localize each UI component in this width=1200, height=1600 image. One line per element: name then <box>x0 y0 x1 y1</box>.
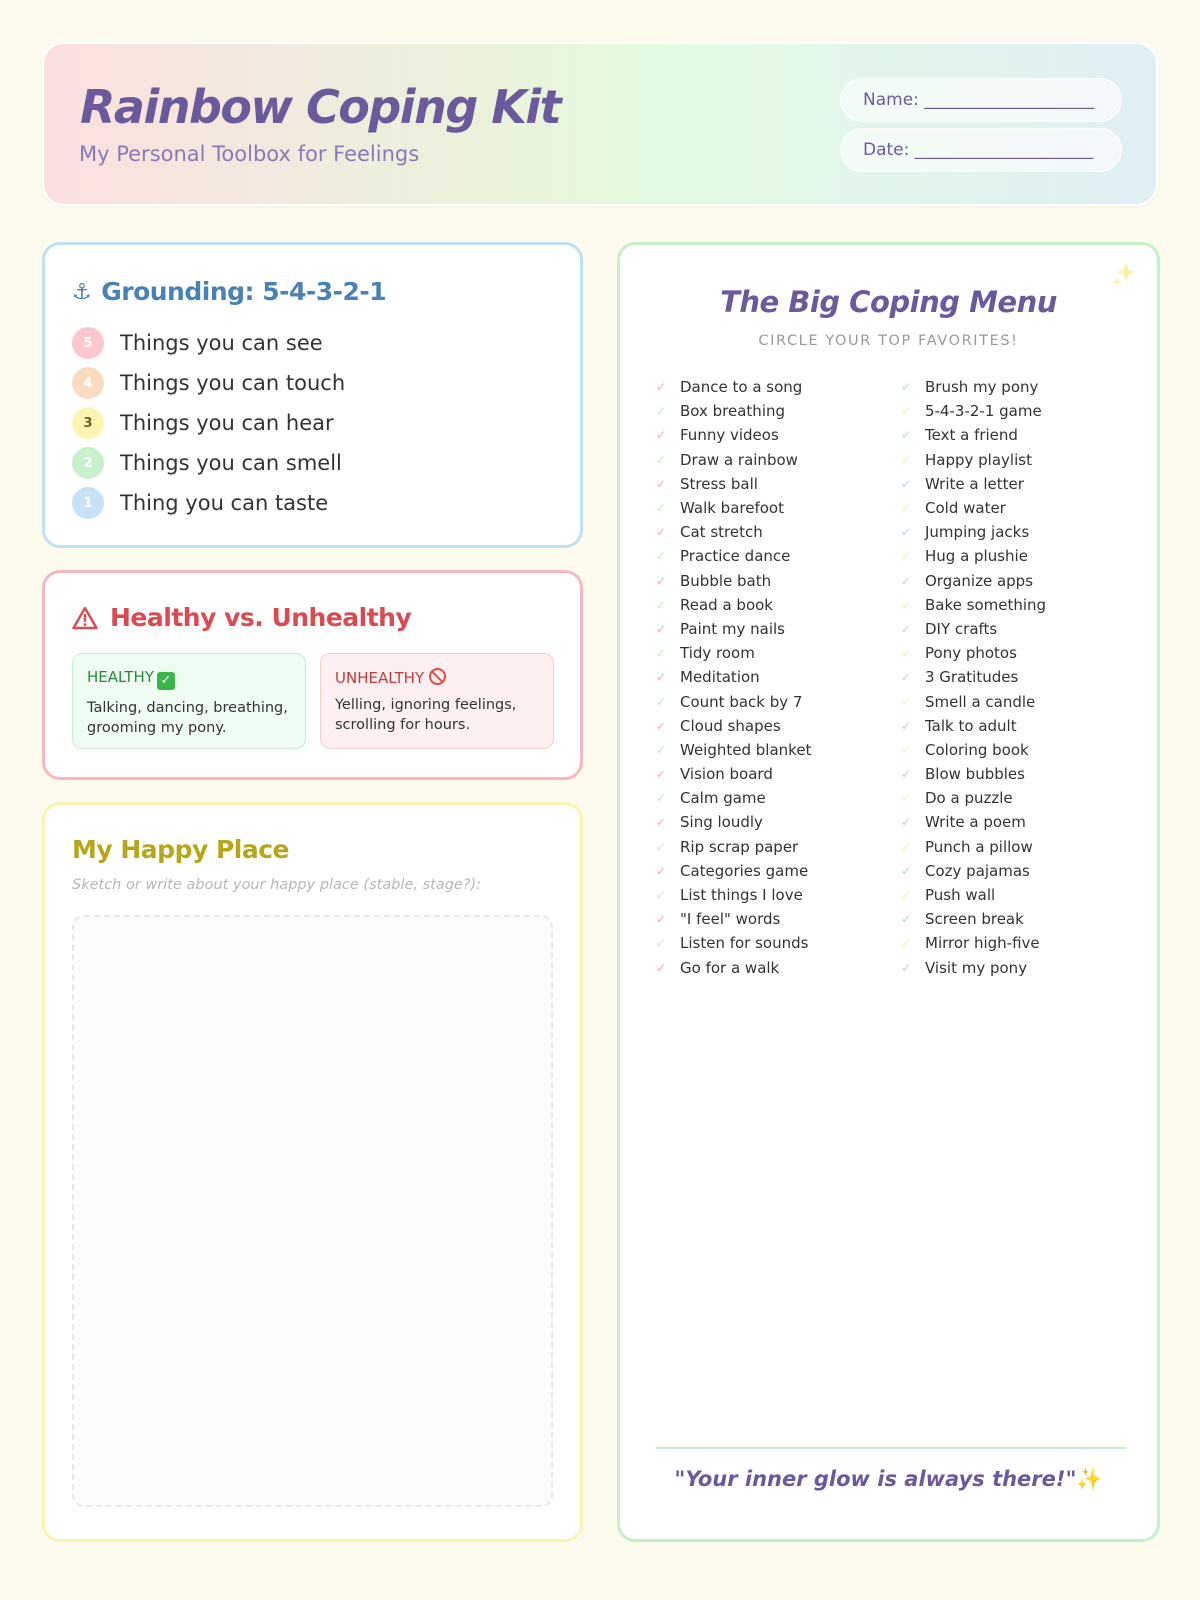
menu-item-label: Listen for sounds <box>680 934 809 953</box>
healthy-text: Talking, dancing, breathing, grooming my pony. <box>87 700 288 736</box>
menu-item[interactable] <box>901 423 1146 447</box>
menu-item[interactable] <box>656 786 901 810</box>
checkmark-icon: ✓ <box>656 380 667 395</box>
menu-item-label: Practice dance <box>680 547 791 566</box>
checkmark-icon: ✓ <box>656 452 667 467</box>
menu-item-label: Talk to adult <box>925 716 1017 735</box>
checkmark-icon: ✓ <box>656 597 667 612</box>
menu-item[interactable] <box>656 593 901 617</box>
grounding-title <box>72 277 386 306</box>
menu-item[interactable] <box>901 593 1146 617</box>
happy-place-card <box>42 802 583 1542</box>
checkmark-icon: ✓ <box>656 888 667 903</box>
menu-item-label: Calm game <box>680 789 766 808</box>
menu-item[interactable] <box>656 448 901 472</box>
date-field[interactable]: Date: _____________________ <box>840 128 1122 172</box>
menu-item[interactable] <box>901 689 1146 713</box>
menu-item[interactable] <box>901 520 1146 544</box>
prohibited-icon <box>429 668 446 685</box>
menu-item[interactable] <box>901 544 1146 568</box>
happy-place-drawing-area[interactable] <box>72 915 553 1507</box>
menu-item[interactable] <box>656 544 901 568</box>
checkmark-icon: ✓ <box>901 452 912 467</box>
step-label: Things you can touch <box>120 371 346 395</box>
menu-item[interactable] <box>901 399 1146 423</box>
menu-item[interactable] <box>656 569 901 593</box>
check-icon: ✓ <box>157 672 175 690</box>
checkmark-icon: ✓ <box>901 476 912 491</box>
menu-item-label: Categories game <box>680 861 809 880</box>
menu-item[interactable] <box>656 496 901 520</box>
step-badge: 3 <box>72 407 104 439</box>
unhealthy-text: Yelling, ignoring feelings, scrolling for hours. <box>335 697 517 733</box>
step-label: Thing you can taste <box>120 491 329 515</box>
menu-title: The Big Coping Menu <box>720 285 1057 319</box>
menu-item-label: Write a poem <box>925 813 1026 832</box>
menu-item-label: Hug a plushie <box>925 547 1028 566</box>
menu-item-label: Punch a pillow <box>925 837 1033 856</box>
checkmark-icon: ✓ <box>901 815 912 830</box>
menu-item[interactable] <box>656 956 901 980</box>
menu-item-label: Dance to a song <box>680 378 803 397</box>
menu-item-label: Cat stretch <box>680 523 763 542</box>
step-label: Things you can smell <box>120 451 342 475</box>
menu-item-label: Sing loudly <box>680 813 763 832</box>
menu-item[interactable] <box>901 835 1146 859</box>
grounding-list <box>72 323 345 523</box>
header-banner <box>42 42 1158 206</box>
happy-place-title: My Happy Place <box>72 835 289 864</box>
checkmark-icon: ✓ <box>656 694 667 709</box>
menu-item-label: Paint my nails <box>680 619 785 638</box>
checkmark-icon: ✓ <box>901 621 912 636</box>
menu-item-label: Text a friend <box>925 426 1018 445</box>
menu-item-label: 5-4-3-2-1 game <box>925 402 1042 421</box>
menu-item-label: Mirror high-five <box>925 934 1040 953</box>
menu-item-label: Cold water <box>925 499 1006 518</box>
checkmark-icon: ✓ <box>656 621 667 636</box>
menu-item[interactable] <box>656 762 901 786</box>
menu-item[interactable] <box>656 423 901 447</box>
checkmark-icon: ✓ <box>656 718 667 733</box>
menu-item[interactable] <box>901 859 1146 883</box>
menu-item-label: Tidy room <box>680 644 755 663</box>
checkmark-icon: ✓ <box>656 912 667 927</box>
checkmark-icon: ✓ <box>656 573 667 588</box>
checkmark-icon: ✓ <box>656 549 667 564</box>
menu-item-label: List things I love <box>680 886 803 905</box>
checkmark-icon: ✓ <box>901 863 912 878</box>
menu-item[interactable] <box>901 472 1146 496</box>
menu-item-label: Funny videos <box>680 426 779 445</box>
menu-item-label: Walk barefoot <box>680 499 784 518</box>
menu-item[interactable] <box>656 665 901 689</box>
healthy-label <box>87 668 291 690</box>
checkmark-icon: ✓ <box>656 670 667 685</box>
menu-item[interactable] <box>901 496 1146 520</box>
menu-item-label: Cozy pajamas <box>925 861 1030 880</box>
step-label: Things you can hear <box>120 411 334 435</box>
list-item <box>72 443 345 483</box>
checkmark-icon: ✓ <box>656 863 667 878</box>
checkmark-icon: ✓ <box>901 646 912 661</box>
menu-item-label: Jumping jacks <box>925 523 1030 542</box>
menu-item-label: Coloring book <box>925 740 1029 759</box>
menu-item[interactable] <box>901 738 1146 762</box>
checkmark-icon: ✓ <box>901 694 912 709</box>
step-badge: 1 <box>72 487 104 519</box>
menu-item-label: Happy playlist <box>925 450 1032 469</box>
menu-item[interactable] <box>656 859 901 883</box>
menu-item-label: Stress ball <box>680 474 758 493</box>
checkmark-icon: ✓ <box>901 960 912 975</box>
checkmark-icon: ✓ <box>901 525 912 540</box>
menu-item[interactable] <box>901 641 1146 665</box>
menu-item-label: Write a letter <box>925 474 1024 493</box>
menu-item[interactable] <box>901 883 1146 907</box>
menu-item-label: Vision board <box>680 765 773 784</box>
menu-item[interactable] <box>901 931 1146 955</box>
checkmark-icon: ✓ <box>656 525 667 540</box>
menu-item[interactable] <box>656 810 901 834</box>
menu-item-label: Push wall <box>925 886 996 905</box>
healthy-box <box>72 653 306 749</box>
warning-icon <box>72 606 98 630</box>
menu-item[interactable] <box>901 617 1146 641</box>
list-item <box>72 483 345 523</box>
health-card <box>42 570 583 780</box>
step-label: Things you can see <box>120 331 323 355</box>
divider <box>656 1447 1126 1449</box>
quote-text: "Your inner glow is always there!" <box>674 1467 1077 1491</box>
menu-item-label: Box breathing <box>680 402 786 421</box>
happy-place-hint: Sketch or write about your happy place (stable, stage?): <box>72 877 482 893</box>
menu-item[interactable] <box>656 738 901 762</box>
menu-item[interactable] <box>901 375 1146 399</box>
step-badge: 2 <box>72 447 104 479</box>
menu-item-label: Weighted blanket <box>680 740 812 759</box>
list-item <box>72 323 345 363</box>
menu-item-label: Visit my pony <box>925 958 1028 977</box>
menu-item-label: Bubble bath <box>680 571 772 590</box>
checkmark-icon: ✓ <box>656 501 667 516</box>
grounding-title-text: Grounding: 5-4-3-2-1 <box>101 277 387 306</box>
checkmark-icon: ✓ <box>901 670 912 685</box>
quote <box>620 1467 1157 1492</box>
checkmark-icon: ✓ <box>656 839 667 854</box>
menu-item-label: Brush my pony <box>925 378 1039 397</box>
menu-item-label: Go for a walk <box>680 958 780 977</box>
menu-item[interactable] <box>656 641 901 665</box>
page-title: Rainbow Coping Kit <box>80 80 561 134</box>
menu-item-label: Do a puzzle <box>925 789 1013 808</box>
checkmark-icon: ✓ <box>901 428 912 443</box>
menu-item[interactable] <box>901 665 1146 689</box>
checkmark-icon: ✓ <box>656 791 667 806</box>
menu-item-label: Organize apps <box>925 571 1034 590</box>
checkmark-icon: ✓ <box>901 404 912 419</box>
menu-item[interactable] <box>901 810 1146 834</box>
menu-item[interactable] <box>656 472 901 496</box>
page-subtitle: My Personal Toolbox for Feelings <box>79 142 420 166</box>
menu-item-label: Pony photos <box>925 644 1017 663</box>
menu-item[interactable] <box>901 762 1146 786</box>
checkmark-icon: ✓ <box>656 476 667 491</box>
health-title-text: Healthy vs. Unhealthy <box>110 603 412 632</box>
menu-item[interactable] <box>901 569 1146 593</box>
step-badge: 5 <box>72 327 104 359</box>
menu-item-label: Read a book <box>680 595 773 614</box>
checkmark-icon: ✓ <box>901 549 912 564</box>
checkmark-icon: ✓ <box>656 815 667 830</box>
menu-item[interactable] <box>656 617 901 641</box>
checkmark-icon: ✓ <box>901 380 912 395</box>
menu-item-label: Count back by 7 <box>680 692 803 711</box>
checkmark-icon: ✓ <box>901 501 912 516</box>
checkmark-icon: ✓ <box>901 839 912 854</box>
menu-item[interactable] <box>901 448 1146 472</box>
menu-item[interactable] <box>656 883 901 907</box>
menu-item-label: Rip scrap paper <box>680 837 799 856</box>
name-field[interactable]: Name: ____________________ <box>840 78 1122 122</box>
menu-item-label: Screen break <box>925 910 1024 929</box>
checkmark-icon: ✓ <box>901 767 912 782</box>
menu-item[interactable] <box>901 956 1146 980</box>
unhealthy-label <box>335 668 539 687</box>
menu-item-label: Draw a rainbow <box>680 450 798 469</box>
menu-item-label: Smell a candle <box>925 692 1036 711</box>
anchor-icon: ⚓ <box>72 280 92 305</box>
menu-item-label: Bake something <box>925 595 1047 614</box>
checkmark-icon: ✓ <box>901 718 912 733</box>
healthy-label-text: HEALTHY <box>87 668 154 686</box>
menu-item[interactable] <box>656 689 901 713</box>
menu-item[interactable] <box>901 786 1146 810</box>
menu-item[interactable] <box>656 375 901 399</box>
menu-item-label: Blow bubbles <box>925 765 1025 784</box>
menu-item-label: DIY crafts <box>925 619 998 638</box>
checkmark-icon: ✓ <box>901 597 912 612</box>
checkmark-icon: ✓ <box>901 742 912 757</box>
menu-item-label: 3 Gratitudes <box>925 668 1019 687</box>
list-item <box>72 363 345 403</box>
checkmark-icon: ✓ <box>901 912 912 927</box>
unhealthy-box <box>320 653 554 749</box>
checkmark-icon: ✓ <box>901 888 912 903</box>
menu-item[interactable] <box>901 714 1146 738</box>
checkmark-icon: ✓ <box>901 936 912 951</box>
menu-item-label: Cloud shapes <box>680 716 781 735</box>
sparkles-icon: ✨ <box>1076 1467 1103 1491</box>
menu-item[interactable] <box>656 520 901 544</box>
menu-item[interactable] <box>656 931 901 955</box>
grounding-card <box>42 242 583 548</box>
menu-item[interactable] <box>656 835 901 859</box>
step-badge: 4 <box>72 367 104 399</box>
checkmark-icon: ✓ <box>656 960 667 975</box>
menu-item[interactable] <box>901 907 1146 931</box>
menu-grid <box>656 375 1146 980</box>
menu-item[interactable] <box>656 399 901 423</box>
menu-item-label: "I feel" words <box>680 910 781 929</box>
coping-menu-card <box>617 242 1160 1542</box>
menu-item[interactable] <box>656 714 901 738</box>
menu-item-label: Meditation <box>680 668 760 687</box>
checkmark-icon: ✓ <box>656 404 667 419</box>
checkmark-icon: ✓ <box>656 428 667 443</box>
checkmark-icon: ✓ <box>656 936 667 951</box>
menu-item[interactable] <box>656 907 901 931</box>
unhealthy-label-text: UNHEALTHY <box>335 669 425 687</box>
list-item <box>72 403 345 443</box>
checkmark-icon: ✓ <box>656 646 667 661</box>
checkmark-icon: ✓ <box>656 767 667 782</box>
checkmark-icon: ✓ <box>901 791 912 806</box>
health-title <box>72 603 411 632</box>
menu-subtitle: CIRCLE YOUR TOP FAVORITES! <box>758 333 1019 349</box>
checkmark-icon: ✓ <box>656 742 667 757</box>
checkmark-icon: ✓ <box>901 573 912 588</box>
